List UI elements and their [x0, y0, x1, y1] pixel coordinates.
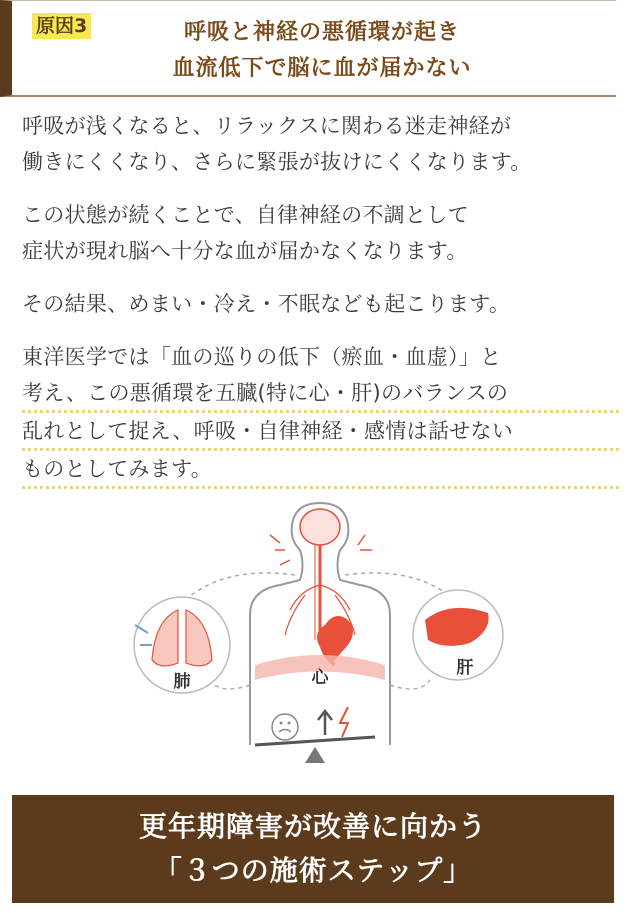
highlight-line: 乱れとして捉え、呼吸・自律神経・感情は話せない	[22, 413, 622, 451]
heading-title	[112, 15, 532, 87]
article-body	[22, 108, 622, 506]
cta-banner[interactable]	[12, 795, 614, 903]
heading-line-1: 呼吸と神経の悪循環が起き	[183, 20, 460, 45]
paragraph-2	[22, 197, 622, 269]
liver-label: 肝	[456, 658, 474, 678]
section-heading	[0, 0, 616, 97]
highlight-line: 考え、この悪循環を五臓(特に心・肝)のバランスの	[22, 375, 622, 413]
sad-face-icon	[272, 714, 298, 740]
highlight-line: ものとしてみます。	[22, 451, 622, 489]
paragraph-line: 東洋医学では「血の巡りの低下（瘀血・血虚）」と	[22, 345, 502, 369]
paragraph-line: 働きにくくなり、さらに緊張が抜けにくくなります。	[22, 150, 532, 174]
paragraph-line	[22, 413, 622, 451]
seesaw-beam	[255, 737, 375, 745]
body-organ-illustration	[120, 495, 520, 780]
heading-line-2: 血流低下で脳に血が届かない	[172, 56, 472, 81]
heart-label: 心	[311, 668, 329, 688]
cta-line-1: 更年期障害が改善に向かう	[138, 810, 487, 843]
paragraph-1	[22, 108, 622, 180]
up-arrow-icon	[318, 711, 332, 735]
cta-line-2: 「３つの施術ステップ」	[153, 854, 473, 887]
paragraph-3	[22, 286, 622, 322]
paragraph-4	[22, 339, 622, 489]
paragraph-line	[22, 451, 622, 489]
paragraph-line	[22, 375, 622, 413]
seesaw-base	[305, 747, 325, 763]
paragraph-line: 症状が現れ脳へ十分な血が届かなくなります。	[22, 239, 468, 263]
lung-label: 肺	[173, 672, 191, 692]
paragraph-line: その結果、めまい・冷え・不眠なども起こります。	[22, 292, 511, 316]
cause-badge: 原因3	[32, 13, 91, 39]
brain-icon	[300, 509, 340, 545]
paragraph-line: この状態が続くことで、自律神経の不調として	[22, 203, 469, 227]
lightning-icon	[340, 707, 348, 737]
paragraph-line: 呼吸が浅くなると、リラックスに関わる迷走神経が	[22, 114, 512, 138]
